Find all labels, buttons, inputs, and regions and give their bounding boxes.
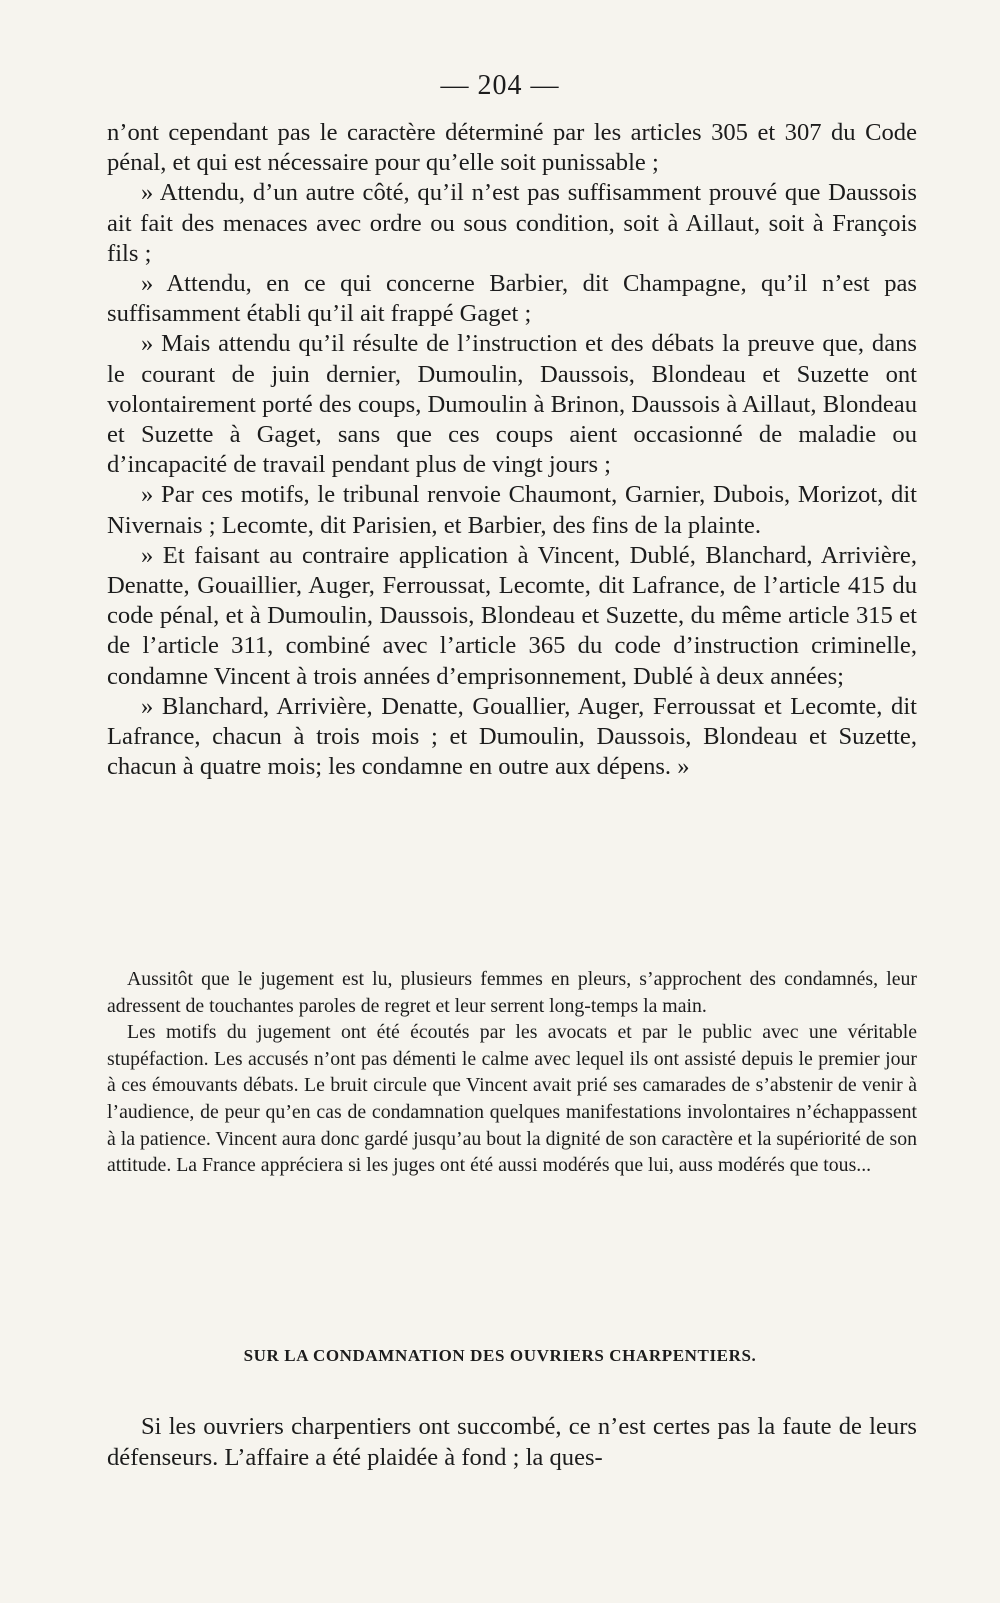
paragraph: » Par ces motifs, le tribunal renvoie Chaumont, Garnier, Dubois, Morizot, dit Nivernais ; Lecomte, dit Parisien, et Barbier, des fins de la plainte. — [107, 481, 917, 539]
paragraph: Les motifs du jugement ont été écoutés par les avocats et par le public avec une véritable stupéfaction. Les accusés n’ont pas démenti le calme avec lequel ils ont assisté depuis le premier jour à ces émouvants débats. Le bruit circule que Vincent avait prié ses camarades de s’abstenir de venir à l’audience, de peur qu’en cas de condamnation quelques manifestations involontaires n’échappassent à la patience. Vincent aura donc gardé jusqu’au bout la dignité de son caractère et la supériorité de son attitude. La France appréciera si les juges ont été aussi modérés que lui, auss modérés que tous... — [107, 1021, 917, 1177]
section-heading: SUR LA CONDAMNATION DES OUVRIERS CHARPENTIERS. — [243, 1346, 757, 1365]
paragraph: Si les ouvriers charpentiers ont succombé, ce n’est certes pas la faute de leurs défenseurs. L’affaire a été plaidée à fond ; la ques- — [107, 1413, 917, 1471]
paragraph: Aussitôt que le jugement est lu, plusieurs femmes en pleurs, s’approchent des condamnés, leur adressent de touchantes paroles de regret et leur serrent long-temps la main. — [107, 968, 917, 1017]
paragraph: » Et faisant au contraire application à Vincent, Dublé, Blanchard, Arrivière, Denatte, Gouaillier, Auger, Ferroussat, Lecomte, dit Lafrance, de l’article 415 du code pénal, et à Dumoulin, Daussois, Blondeau et Suzette, du même article 315 et de l’article 311, combiné avec l’article 365 du code d’instruction criminelle, condamne Vincent à trois années d’emprisonnement, Dublé à deux années; — [107, 541, 917, 690]
commentary-text — [107, 966, 917, 1179]
page-number: — 204 — — [440, 70, 560, 101]
section-text — [107, 1411, 917, 1473]
judgment-text — [107, 118, 917, 782]
paragraph-continuation: n’ont cependant pas le caractère déterminé par les articles 305 et 307 du Code pénal, et qui est nécessaire pour qu’elle soit punissable ; — [107, 119, 917, 177]
paragraph: » Attendu, d’un autre côté, qu’il n’est pas suffisamment prouvé que Daussois ait fait des menaces avec ordre ou sous condition, soit à Aillaut, soit à François fils ; — [107, 179, 917, 267]
paragraph: » Attendu, en ce qui concerne Barbier, dit Champagne, qu’il n’est pas suffisamment établi qu’il ait frappé Gaget ; — [107, 270, 917, 328]
paragraph: » Blanchard, Arrivière, Denatte, Gouallier, Auger, Ferroussat et Lecomte, dit Lafrance, chacun à trois mois ; et Dumoulin, Daussois, Blondeau et Suzette, chacun à quatre mois; les condamne en outre aux dépens. » — [107, 692, 917, 781]
paragraph: » Mais attendu qu’il résulte de l’instruction et des débats la preuve que, dans le courant de juin dernier, Dumoulin, Daussois, Blondeau et Suzette ont volontairement porté des coups, Dumoulin à Brinon, Daussois à Aillaut, Blondeau et Suzette à Gaget, sans que ces coups aient occasionné de maladie ou d’incapacité de travail pendant plus de vingt jours ; — [107, 330, 917, 479]
